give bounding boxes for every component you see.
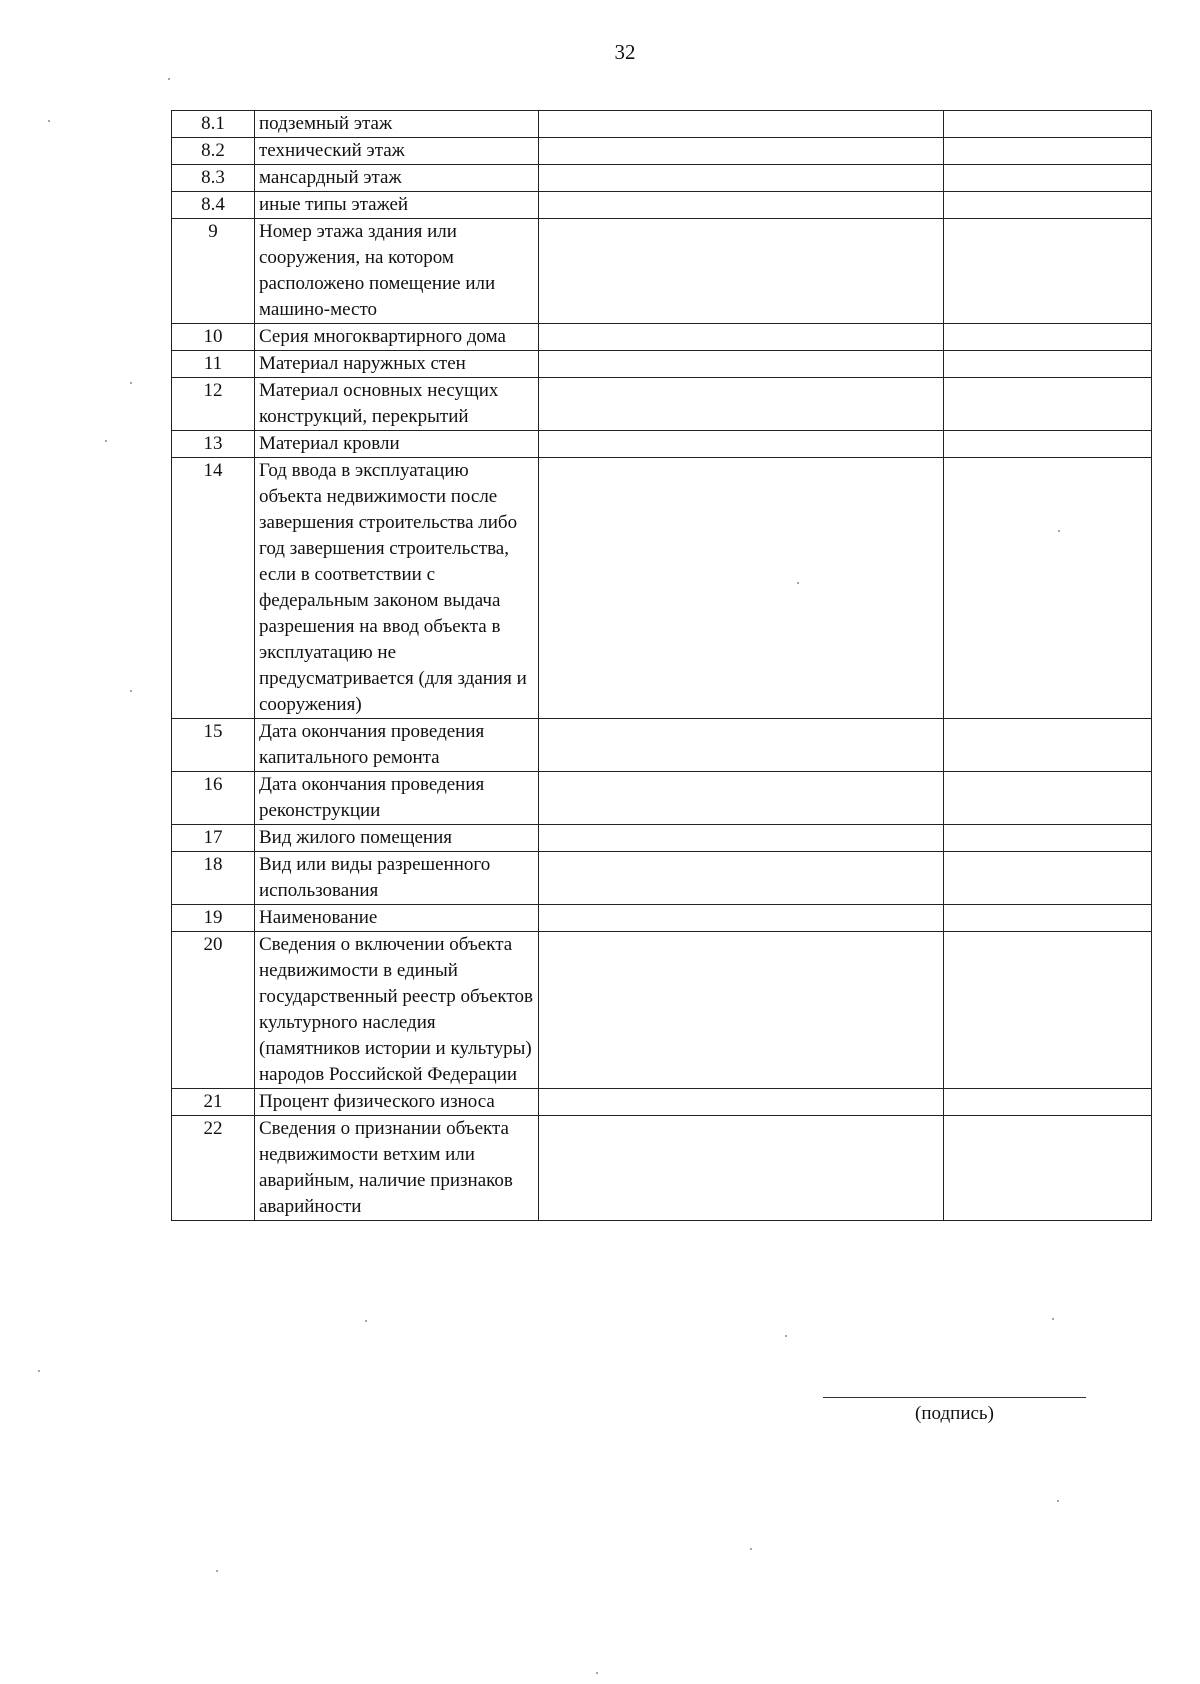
table-row	[172, 378, 1152, 431]
scan-speck	[1057, 1500, 1059, 1502]
scan-speck	[1058, 530, 1060, 532]
attribute-note-cell	[944, 165, 1152, 192]
attribute-name: Материал наружных стен	[255, 351, 539, 378]
scan-speck	[105, 440, 107, 442]
row-number: 8.3	[172, 165, 255, 192]
scan-speck	[785, 1335, 787, 1337]
row-number: 18	[172, 852, 255, 905]
table-body	[172, 111, 1152, 1221]
attribute-note-cell	[944, 905, 1152, 932]
attribute-value-cell	[539, 1089, 944, 1116]
attribute-name: иные типы этажей	[255, 192, 539, 219]
attribute-value-cell	[539, 324, 944, 351]
attribute-value-cell	[539, 111, 944, 138]
attribute-name: Дата окончания проведения реконструкции	[255, 772, 539, 825]
attribute-value-cell	[539, 719, 944, 772]
scan-speck	[596, 1672, 598, 1674]
attribute-value-cell	[539, 165, 944, 192]
attribute-note-cell	[944, 458, 1152, 719]
attribute-value-cell	[539, 192, 944, 219]
attribute-note-cell	[944, 351, 1152, 378]
attribute-note-cell	[944, 825, 1152, 852]
table-row	[172, 719, 1152, 772]
attribute-name: Номер этажа здания или сооружения, на котором расположено помещение или машино-место	[255, 219, 539, 324]
row-number: 14	[172, 458, 255, 719]
row-number: 16	[172, 772, 255, 825]
row-number: 21	[172, 1089, 255, 1116]
attribute-note-cell	[944, 1116, 1152, 1221]
attribute-value-cell	[539, 1116, 944, 1221]
table-row	[172, 351, 1152, 378]
table-row	[172, 932, 1152, 1089]
row-number: 20	[172, 932, 255, 1089]
signature-caption: (подпись)	[915, 1403, 994, 1424]
attribute-value-cell	[539, 852, 944, 905]
table-row	[172, 165, 1152, 192]
attribute-value-cell	[539, 932, 944, 1089]
attribute-note-cell	[944, 852, 1152, 905]
attribute-value-cell	[539, 431, 944, 458]
row-number: 8.1	[172, 111, 255, 138]
table-row	[172, 458, 1152, 719]
scan-speck	[216, 1570, 218, 1572]
table-row	[172, 772, 1152, 825]
scan-speck	[130, 690, 132, 692]
row-number: 10	[172, 324, 255, 351]
scan-speck	[168, 78, 170, 80]
attribute-note-cell	[944, 932, 1152, 1089]
row-number: 11	[172, 351, 255, 378]
table-row	[172, 138, 1152, 165]
row-number: 12	[172, 378, 255, 431]
attribute-name: подземный этаж	[255, 111, 539, 138]
attribute-name: Сведения о включении объекта недвижимости в единый государственный реестр объектов культурного наследия (памятников истории и культуры) народов Российской Федерации	[255, 932, 539, 1089]
attribute-name: мансардный этаж	[255, 165, 539, 192]
attribute-value-cell	[539, 772, 944, 825]
signature-line	[823, 1397, 1086, 1398]
attribute-note-cell	[944, 431, 1152, 458]
scan-speck	[48, 120, 50, 122]
row-number: 22	[172, 1116, 255, 1221]
row-number: 19	[172, 905, 255, 932]
attribute-note-cell	[944, 111, 1152, 138]
attribute-value-cell	[539, 458, 944, 719]
scan-speck	[797, 582, 799, 584]
attribute-note-cell	[944, 772, 1152, 825]
attribute-value-cell	[539, 138, 944, 165]
attribute-value-cell	[539, 378, 944, 431]
attribute-note-cell	[944, 719, 1152, 772]
scan-speck	[38, 1370, 40, 1372]
table-row	[172, 192, 1152, 219]
attribute-name: Вид или виды разрешенного использования	[255, 852, 539, 905]
attribute-name: технический этаж	[255, 138, 539, 165]
attribute-name: Процент физического износа	[255, 1089, 539, 1116]
table-row	[172, 1089, 1152, 1116]
table-row	[172, 905, 1152, 932]
attribute-value-cell	[539, 351, 944, 378]
attribute-name: Серия многоквартирного дома	[255, 324, 539, 351]
row-number: 8.2	[172, 138, 255, 165]
attribute-note-cell	[944, 192, 1152, 219]
table-row	[172, 219, 1152, 324]
table-row	[172, 324, 1152, 351]
table-row	[172, 825, 1152, 852]
attribute-note-cell	[944, 324, 1152, 351]
row-number: 9	[172, 219, 255, 324]
attribute-note-cell	[944, 219, 1152, 324]
attribute-note-cell	[944, 378, 1152, 431]
attribute-note-cell	[944, 138, 1152, 165]
attribute-name: Сведения о признании объекта недвижимости ветхим или аварийным, наличие признаков аварийности	[255, 1116, 539, 1221]
page-number: 32	[614, 40, 636, 64]
property-attributes-table	[171, 110, 1152, 1221]
table-row	[172, 1116, 1152, 1221]
attribute-name: Вид жилого помещения	[255, 825, 539, 852]
row-number: 17	[172, 825, 255, 852]
scan-speck	[365, 1320, 367, 1322]
attribute-name: Материал кровли	[255, 431, 539, 458]
table-row	[172, 431, 1152, 458]
attribute-name: Год ввода в эксплуатацию объекта недвижимости после завершения строительства либо год завершения строительства, если в соответствии с федеральным законом выдача разрешения на ввод объекта в эксплуатацию не предусматривается (для здания и сооружения)	[255, 458, 539, 719]
attribute-name: Наименование	[255, 905, 539, 932]
scan-speck	[130, 382, 132, 384]
attribute-name: Дата окончания проведения капитального ремонта	[255, 719, 539, 772]
scan-speck	[750, 1548, 752, 1550]
attribute-note-cell	[944, 1089, 1152, 1116]
scan-speck	[1052, 1318, 1054, 1320]
attribute-value-cell	[539, 219, 944, 324]
row-number: 8.4	[172, 192, 255, 219]
table-row	[172, 852, 1152, 905]
attribute-value-cell	[539, 905, 944, 932]
row-number: 13	[172, 431, 255, 458]
attribute-name: Материал основных несущих конструкций, перекрытий	[255, 378, 539, 431]
attribute-value-cell	[539, 825, 944, 852]
table-row	[172, 111, 1152, 138]
row-number: 15	[172, 719, 255, 772]
